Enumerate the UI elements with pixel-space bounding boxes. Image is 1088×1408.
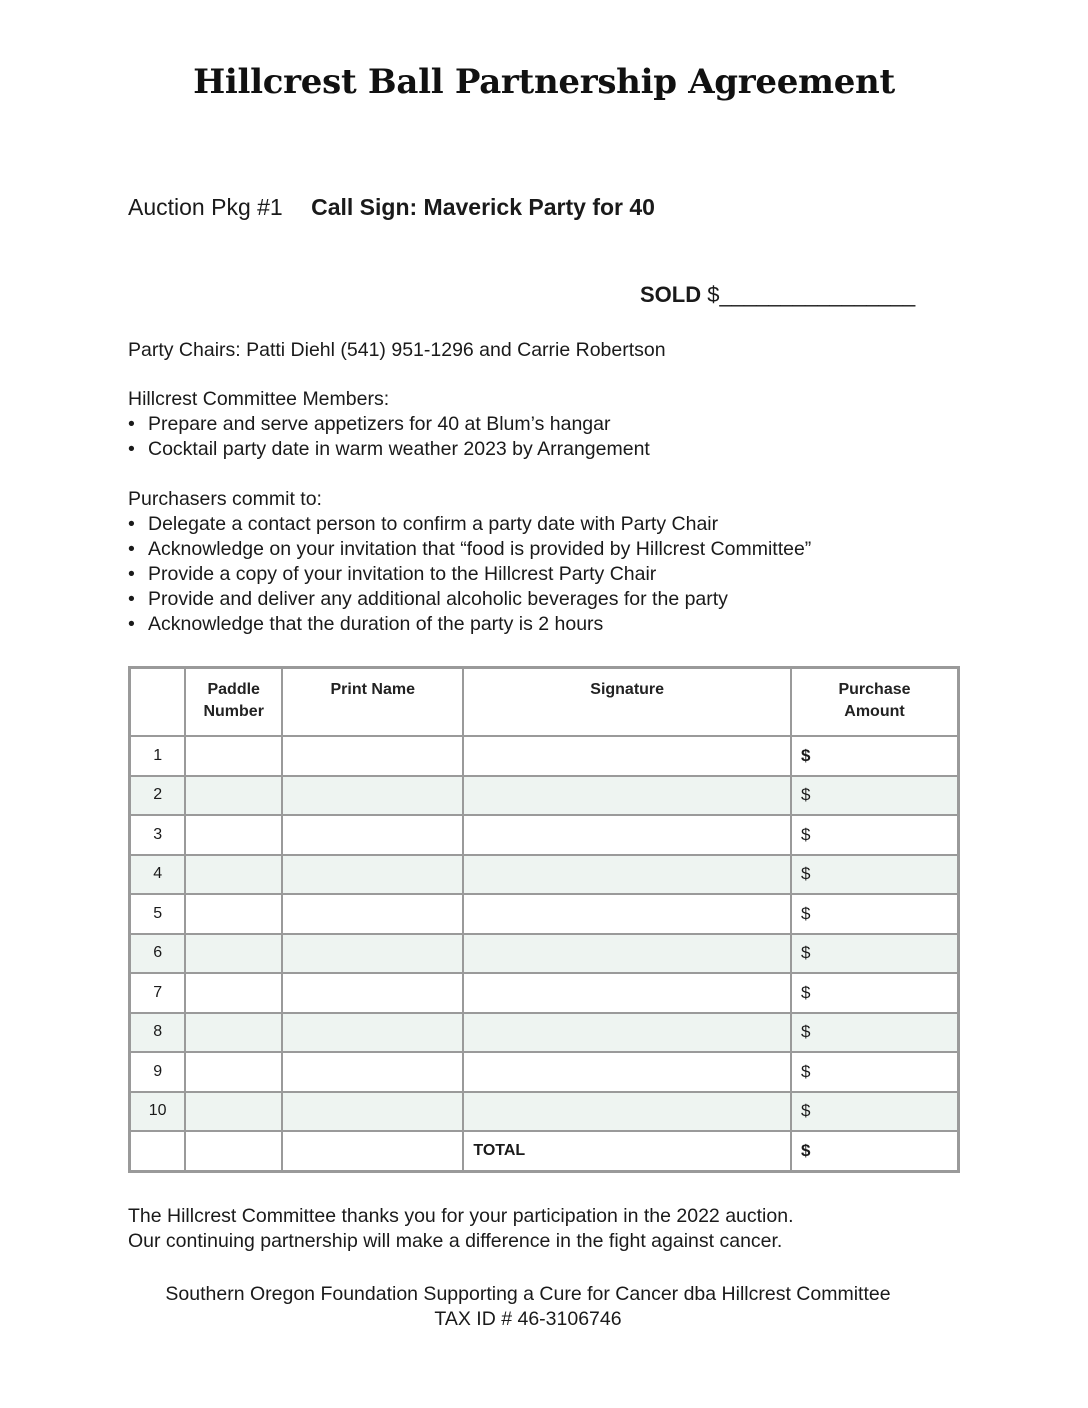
signature-cell[interactable] bbox=[463, 1092, 791, 1132]
print-name-cell[interactable] bbox=[282, 973, 463, 1013]
header-paddle-line1: Paddle bbox=[207, 681, 260, 698]
signature-cell[interactable] bbox=[463, 736, 791, 776]
row-number: 5 bbox=[130, 894, 186, 934]
paddle-number-cell[interactable] bbox=[185, 1013, 282, 1053]
signature-cell[interactable] bbox=[463, 934, 791, 974]
total-empty-cell bbox=[282, 1131, 463, 1171]
header-print-name: Print Name bbox=[282, 668, 463, 737]
total-empty-cell bbox=[130, 1131, 186, 1171]
total-amount-cell[interactable]: $ bbox=[791, 1131, 959, 1171]
paddle-number-cell[interactable] bbox=[185, 1052, 282, 1092]
list-item: • Provide and deliver any additional alcoholic beverages for the party bbox=[128, 587, 811, 612]
row-number: 1 bbox=[130, 736, 186, 776]
sold-value: $________________ bbox=[707, 282, 916, 307]
table-row bbox=[130, 1052, 959, 1092]
header-amount-line1: Purchase bbox=[838, 681, 911, 698]
purchase-amount-cell[interactable]: $ bbox=[791, 934, 959, 974]
signature-cell[interactable] bbox=[463, 815, 791, 855]
sold-label: SOLD bbox=[640, 282, 702, 307]
purchase-amount-cell[interactable]: $ bbox=[791, 1052, 959, 1092]
list-item: • Delegate a contact person to confirm a party date with Party Chair bbox=[128, 512, 811, 537]
document-title: Hillcrest Ball Partnership Agreement bbox=[193, 62, 895, 102]
purchase-amount-cell[interactable]: $ bbox=[791, 815, 959, 855]
purchase-amount-cell[interactable]: $ bbox=[791, 1092, 959, 1132]
paddle-number-cell[interactable] bbox=[185, 815, 282, 855]
row-number: 6 bbox=[130, 934, 186, 974]
print-name-cell[interactable] bbox=[282, 1092, 463, 1132]
thanks-message bbox=[128, 1204, 794, 1254]
row-number: 3 bbox=[130, 815, 186, 855]
print-name-cell[interactable] bbox=[282, 776, 463, 816]
header-row-number bbox=[130, 668, 186, 737]
footer bbox=[0, 1282, 1056, 1332]
package-label: Auction Pkg #1 bbox=[128, 194, 283, 220]
paddle-number-cell[interactable] bbox=[185, 855, 282, 895]
purchase-amount-cell[interactable]: $ bbox=[791, 776, 959, 816]
purchase-amount-cell[interactable]: $ bbox=[791, 1013, 959, 1053]
sold-line bbox=[640, 282, 915, 308]
table-row bbox=[130, 1013, 959, 1053]
print-name-cell[interactable] bbox=[282, 934, 463, 974]
signature-cell[interactable] bbox=[463, 1013, 791, 1053]
print-name-cell[interactable] bbox=[282, 855, 463, 895]
paddle-number-cell[interactable] bbox=[185, 894, 282, 934]
header-signature: Signature bbox=[463, 668, 791, 737]
header-amount-line2: Amount bbox=[844, 703, 905, 720]
table-row bbox=[130, 776, 959, 816]
table-row bbox=[130, 855, 959, 895]
paddle-number-cell[interactable] bbox=[185, 973, 282, 1013]
print-name-cell[interactable] bbox=[282, 1052, 463, 1092]
thanks-line-2: Our continuing partnership will make a difference in the fight against cancer. bbox=[128, 1230, 783, 1252]
signature-cell[interactable] bbox=[463, 973, 791, 1013]
paddle-number-cell[interactable] bbox=[185, 934, 282, 974]
signup-table bbox=[128, 666, 960, 1173]
signature-cell[interactable] bbox=[463, 894, 791, 934]
list-item: • Acknowledge on your invitation that “food is provided by Hillcrest Committee” bbox=[128, 537, 811, 562]
purchasers-section bbox=[128, 487, 811, 637]
table-row bbox=[130, 934, 959, 974]
row-number: 4 bbox=[130, 855, 186, 895]
footer-tax-id: TAX ID # 46-3106746 bbox=[434, 1308, 622, 1330]
list-item: • Provide a copy of your invitation to the Hillcrest Party Chair bbox=[128, 562, 811, 587]
party-chairs: Party Chairs: Patti Diehl (541) 951-1296 and Carrie Robertson bbox=[128, 339, 666, 361]
purchasers-list bbox=[128, 512, 811, 637]
purchase-amount-cell[interactable]: $ bbox=[791, 973, 959, 1013]
list-item: • Acknowledge that the duration of the party is 2 hours bbox=[128, 612, 811, 637]
header-paddle-line2: Number bbox=[203, 703, 264, 720]
signature-cell[interactable] bbox=[463, 1052, 791, 1092]
purchase-amount-cell[interactable]: $ bbox=[791, 855, 959, 895]
table-header-row bbox=[130, 668, 959, 737]
purchasers-heading: Purchasers commit to: bbox=[128, 488, 322, 510]
table-row bbox=[130, 894, 959, 934]
row-number: 9 bbox=[130, 1052, 186, 1092]
print-name-cell[interactable] bbox=[282, 736, 463, 776]
purchase-amount-cell[interactable]: $ bbox=[791, 894, 959, 934]
list-item: • Prepare and serve appetizers for 40 at Blum’s hangar bbox=[128, 412, 650, 437]
committee-section bbox=[128, 387, 650, 462]
row-number: 2 bbox=[130, 776, 186, 816]
table-row bbox=[130, 1092, 959, 1132]
total-empty-cell bbox=[185, 1131, 282, 1171]
paddle-number-cell[interactable] bbox=[185, 776, 282, 816]
call-sign: Call Sign: Maverick Party for 40 bbox=[311, 194, 655, 220]
paddle-number-cell[interactable] bbox=[185, 1092, 282, 1132]
signature-cell[interactable] bbox=[463, 855, 791, 895]
footer-org: Southern Oregon Foundation Supporting a Cure for Cancer dba Hillcrest Committee bbox=[165, 1283, 891, 1305]
row-number: 10 bbox=[130, 1092, 186, 1132]
row-number: 7 bbox=[130, 973, 186, 1013]
total-label: TOTAL bbox=[463, 1131, 791, 1171]
committee-heading: Hillcrest Committee Members: bbox=[128, 388, 390, 410]
header-purchase-amount bbox=[791, 668, 959, 737]
header-paddle-number bbox=[185, 668, 282, 737]
table-row bbox=[130, 973, 959, 1013]
total-row bbox=[130, 1131, 959, 1171]
committee-list bbox=[128, 412, 650, 462]
paddle-number-cell[interactable] bbox=[185, 736, 282, 776]
print-name-cell[interactable] bbox=[282, 1013, 463, 1053]
print-name-cell[interactable] bbox=[282, 894, 463, 934]
list-item: • Cocktail party date in warm weather 2023 by Arrangement bbox=[128, 437, 650, 462]
table-row bbox=[130, 736, 959, 776]
purchase-amount-cell[interactable]: $ bbox=[791, 736, 959, 776]
table-row bbox=[130, 815, 959, 855]
row-number: 8 bbox=[130, 1013, 186, 1053]
package-line bbox=[128, 194, 655, 221]
signature-cell[interactable] bbox=[463, 776, 791, 816]
thanks-line-1: The Hillcrest Committee thanks you for your participation in the 2022 auction. bbox=[128, 1205, 794, 1227]
print-name-cell[interactable] bbox=[282, 815, 463, 855]
